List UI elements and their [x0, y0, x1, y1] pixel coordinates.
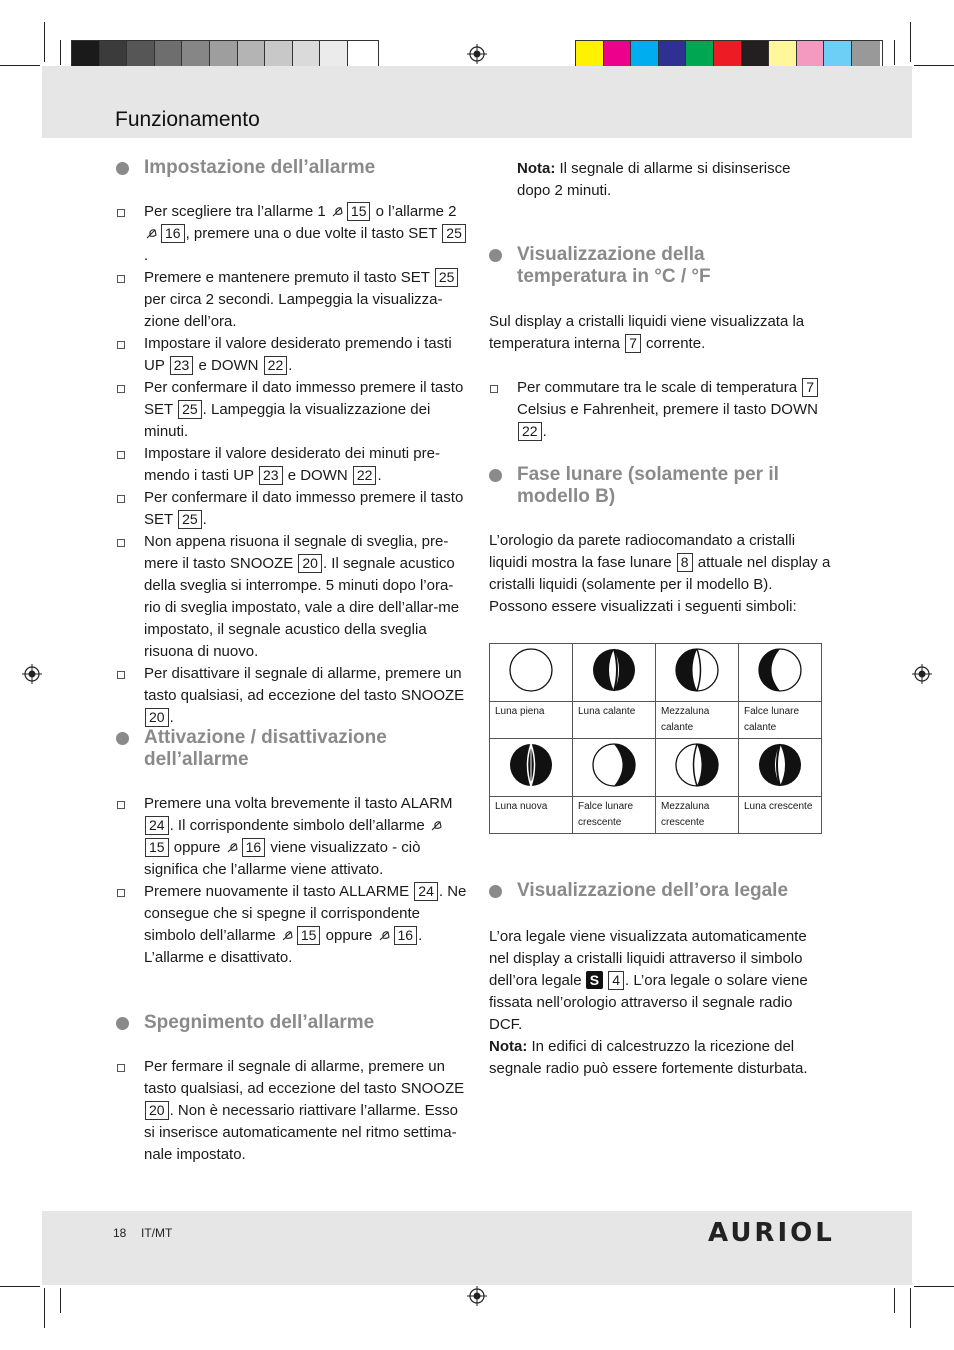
registration-mark-icon	[912, 664, 932, 684]
alarm-bell-icon	[332, 205, 344, 217]
color-swatch	[155, 41, 183, 69]
moon-phase-label: Luna nuova	[490, 797, 573, 834]
text-fragment: corrente.	[641, 335, 706, 352]
text-fragment: .	[202, 511, 207, 528]
heading-temperature	[517, 244, 711, 288]
color-swatch	[100, 41, 128, 69]
ref-number: 25	[178, 400, 202, 419]
moon-icon-cell	[490, 739, 573, 797]
text-fragment: Celsius e Fahrenheit, premere il tasto DOWN	[517, 401, 818, 418]
text-fragment: . Il segnale acustico della sveglia si interrompe. 5 minuti dopo l’ora-rio di sveglia impostato, vale a dire dell’allar-me impostato, il segnale acustico della sveglia risuona di nuovo.	[144, 555, 460, 660]
crop-mark	[914, 1286, 954, 1287]
heading-bullet-icon	[116, 732, 129, 745]
page-language: IT/MT	[141, 1226, 173, 1240]
color-swatch	[127, 41, 155, 69]
text-fragment: . Non è necessario riattivare l’allarme. Esso si inserisce automaticamente nel ritmo settima-nale impostato.	[144, 1102, 459, 1163]
registration-mark-icon	[467, 1286, 487, 1306]
checkbox-bullet-icon	[117, 889, 125, 897]
moon-phase-table	[489, 643, 822, 834]
last-quarter-icon	[674, 647, 720, 693]
color-swatch	[72, 41, 100, 69]
checkbox-bullet-icon	[117, 539, 125, 547]
text-fragment: . L’allarme e disattivato.	[144, 927, 423, 966]
moon-phase-label: Falce lunare crescente	[573, 797, 656, 834]
text-fragment: Sul display a cristalli liquidi viene visualizzata la temperatura interna	[489, 313, 805, 352]
color-swatch	[182, 41, 210, 69]
list-item	[144, 487, 469, 531]
heading-alarm-toggle	[144, 727, 387, 771]
crop-mark	[894, 1288, 895, 1313]
text-fragment: .	[542, 423, 547, 440]
text-fragment: Premere nuovamente il tasto ALLARME	[144, 883, 414, 900]
moon-icon-cell	[656, 739, 739, 797]
moon-phase-label: Falce lunare calante	[739, 702, 822, 739]
checkbox-bullet-icon	[117, 275, 125, 283]
crop-mark	[0, 1286, 40, 1287]
temperature-intro	[489, 311, 829, 355]
ref-number: 15	[145, 838, 169, 857]
new-moon-icon	[508, 742, 554, 788]
alarm-bell-icon	[146, 227, 158, 239]
ref-number: 22	[518, 422, 542, 441]
text-fragment: Per commutare tra le scale di temperatura	[517, 379, 802, 396]
checkbox-bullet-icon	[117, 495, 125, 503]
crop-mark	[0, 65, 40, 66]
checkbox-bullet-icon	[117, 671, 125, 679]
ref-number: 16	[394, 926, 418, 945]
ref-number: 8	[677, 553, 693, 572]
crop-mark	[910, 22, 911, 62]
checkbox-bullet-icon	[117, 209, 125, 217]
waning-crescent-icon	[757, 647, 803, 693]
text-fragment: .	[288, 357, 293, 374]
ref-number: 20	[145, 708, 169, 727]
ref-number: 24	[145, 816, 169, 835]
list-item	[144, 531, 469, 663]
ref-number: 15	[297, 926, 321, 945]
list-item	[144, 793, 469, 881]
ref-number: 23	[170, 356, 194, 375]
list-item	[144, 201, 469, 267]
note-label: Nota:	[517, 160, 556, 177]
registration-mark-icon	[467, 44, 487, 64]
heading-alarm-set	[144, 157, 375, 179]
color-swatch	[797, 41, 825, 69]
text-fragment: Per disattivare il segnale di allarme, premere un tasto qualsiasi, ad eccezione del tasto SNOOZE	[144, 665, 465, 704]
list-item	[144, 1056, 469, 1166]
color-swatch	[604, 41, 632, 69]
crop-mark	[910, 1288, 911, 1328]
ref-number: 22	[264, 356, 288, 375]
color-swatch	[769, 41, 797, 69]
ref-number: 25	[442, 224, 466, 243]
ref-number: 16	[161, 224, 185, 243]
ref-number: 24	[414, 882, 438, 901]
waxing-crescent-icon	[591, 742, 637, 788]
list-item	[144, 663, 469, 729]
text-fragment: e DOWN	[194, 357, 263, 374]
alarm-set-list	[144, 201, 469, 729]
note-text: In edifici di calcestruzzo la ricezione del segnale radio può essere fortemente disturbata.	[489, 1038, 808, 1077]
text-fragment: . Lampeggia la visualizzazione dei minuti.	[144, 401, 431, 440]
text-fragment: e DOWN	[283, 467, 352, 484]
text-fragment: , premere una o due volte il tasto SET	[185, 225, 442, 242]
heading-text: Attivazione / disattivazione	[144, 727, 387, 748]
alarm-bell-icon	[227, 841, 239, 853]
list-item	[517, 377, 842, 443]
crop-mark	[914, 65, 954, 66]
ref-number: 20	[145, 1101, 169, 1120]
text-fragment: Premere e mantenere premuto il tasto SET	[144, 269, 434, 286]
heading-text: Fase lunare (solamente per il	[517, 464, 779, 485]
moon-icon-cell	[573, 644, 656, 702]
color-swatch	[210, 41, 238, 69]
color-swatch	[714, 41, 742, 69]
checkbox-bullet-icon	[117, 801, 125, 809]
waxing-gibbous-icon	[757, 742, 803, 788]
color-swatch	[824, 41, 852, 69]
ref-number: 20	[298, 554, 322, 573]
checkbox-bullet-icon	[117, 451, 125, 459]
page-number: 18	[113, 1226, 127, 1240]
moon-intro	[489, 530, 834, 618]
note-label: Nota:	[489, 1038, 528, 1055]
ref-number: 7	[625, 334, 641, 353]
color-swatch	[659, 41, 687, 69]
moon-phase-label: Luna crescente	[739, 797, 822, 834]
text-fragment: .	[377, 467, 382, 484]
checkbox-bullet-icon	[117, 341, 125, 349]
list-item	[144, 443, 469, 487]
color-swatch	[238, 41, 266, 69]
text-fragment: per circa 2 secondi. Lampeggia la visualizza-zione dell’ora.	[144, 291, 443, 330]
ref-number: 16	[242, 838, 266, 857]
color-swatch	[348, 41, 376, 69]
color-swatch	[631, 41, 659, 69]
heading-text: temperatura in °C / °F	[517, 266, 711, 287]
list-item	[144, 267, 469, 333]
heading-bullet-icon	[489, 249, 502, 262]
text-fragment: L’orologio da parete radiocomandato a cristalli liquidi mostra la fase lunare	[489, 532, 796, 571]
crop-mark	[44, 1288, 45, 1328]
text-fragment: Premere una volta brevemente il tasto ALARM	[144, 795, 453, 812]
crop-mark	[60, 40, 61, 65]
heading-alarm-off	[144, 1012, 374, 1034]
text-fragment: . Il corrispondente simbolo dell’allarme	[169, 817, 429, 834]
text-fragment: .	[144, 247, 149, 264]
text-fragment: viene visualizzato - ciò significa che l’allarme viene attivato.	[144, 839, 421, 878]
text-fragment: oppure	[169, 839, 225, 856]
moon-icon-cell	[739, 739, 822, 797]
text-fragment: o l’allarme 2	[371, 203, 457, 220]
moon-phase-label: Luna calante	[573, 702, 656, 739]
checkbox-bullet-icon	[117, 385, 125, 393]
text-fragment: Per confermare il dato immesso premere il tasto SET	[144, 489, 464, 528]
note-alarm	[517, 158, 827, 202]
color-swatch	[742, 41, 770, 69]
full-moon-icon	[508, 647, 554, 693]
text-fragment: Impostare il valore desiderato premendo i tasti UP	[144, 335, 452, 374]
note-text: Il segnale di allarme si disinserisce dopo 2 minuti.	[517, 160, 791, 199]
checkbox-bullet-icon	[490, 385, 498, 393]
ref-number: 7	[802, 378, 818, 397]
moon-icon-cell	[739, 644, 822, 702]
heading-text: modello B)	[517, 486, 616, 507]
color-swatch	[293, 41, 321, 69]
crop-mark	[44, 22, 45, 62]
moon-icon-cell	[656, 644, 739, 702]
alarm-off-list	[144, 1056, 469, 1166]
list-item	[144, 377, 469, 443]
color-swatch	[265, 41, 293, 69]
moon-icon-cell	[490, 644, 573, 702]
moon-icon-cell	[573, 739, 656, 797]
color-swatch	[320, 41, 348, 69]
heading-bullet-icon	[116, 1017, 129, 1030]
heading-bullet-icon	[489, 469, 502, 482]
ref-number: 23	[259, 466, 283, 485]
heading-text: dell’allarme	[144, 749, 249, 770]
text-fragment: Non appena risuona il segnale di sveglia, pre-mere il tasto SNOOZE	[144, 533, 449, 572]
text-fragment: Per fermare il segnale di allarme, premere un tasto qualsiasi, ad eccezione del tasto SNOOZE	[144, 1058, 465, 1097]
first-quarter-icon	[674, 742, 720, 788]
dst-text: L’ora legale viene visualizzata automaticamente nel display a cristalli liquidi attraverso il simbolo dell’ora legale	[489, 928, 807, 989]
page-title: Funzionamento	[115, 108, 260, 131]
heading-bullet-icon	[489, 885, 502, 898]
dst-text: . L’ora legale o solare viene fissata nell’orologio attraverso il segnale radio DCF.	[489, 972, 808, 1033]
text-fragment: oppure	[321, 927, 377, 944]
color-swatch	[852, 41, 880, 69]
temperature-list	[517, 377, 842, 443]
checkbox-bullet-icon	[117, 1064, 125, 1072]
ref-number: 25	[178, 510, 202, 529]
dst-symbol-icon: S	[586, 971, 603, 989]
alarm-bell-icon	[431, 819, 443, 831]
alarm-toggle-list	[144, 793, 469, 969]
text-fragment: . Ne consegue che si spegne il corrispondente simbolo dell’allarme	[144, 883, 467, 944]
ref-number: 15	[347, 202, 371, 221]
moon-phase-label: Luna piena	[490, 702, 573, 739]
text-fragment: Per scegliere tra l’allarme 1	[144, 203, 330, 220]
text-fragment: Per confermare il dato immesso premere il tasto SET	[144, 379, 464, 418]
moon-phase-label: Mezzaluna calante	[656, 702, 739, 739]
ref-number: 22	[353, 466, 377, 485]
alarm-bell-icon	[379, 929, 391, 941]
brand-logo: AURIOL	[708, 1218, 835, 1248]
moon-phase-label: Mezzaluna crescente	[656, 797, 739, 834]
heading-dst	[517, 880, 788, 902]
dst-paragraph	[489, 926, 829, 1080]
heading-text: Visualizzazione della	[517, 244, 705, 265]
text-fragment: Impostare il valore desiderato dei minuti pre-mendo i tasti UP	[144, 445, 440, 484]
heading-moon-phase	[517, 464, 779, 508]
heading-text: Spegnimento dell’allarme	[144, 1012, 375, 1033]
heading-text: Impostazione dell’allarme	[144, 157, 376, 178]
crop-mark	[894, 40, 895, 65]
heading-bullet-icon	[116, 162, 129, 175]
waning-gibbous-icon	[591, 647, 637, 693]
list-item	[144, 881, 469, 969]
text-fragment: .	[169, 709, 174, 726]
text-fragment: attuale nel display a cristalli liquidi (solamente per il modello B). Possono essere visualizzati i seguenti simboli:	[489, 554, 831, 615]
crop-mark	[60, 1288, 61, 1313]
registration-mark-icon	[22, 664, 42, 684]
color-swatch	[576, 41, 604, 69]
heading-text: Visualizzazione dell’ora legale	[517, 880, 789, 901]
alarm-bell-icon	[282, 929, 294, 941]
ref-number: 25	[435, 268, 459, 287]
list-item	[144, 333, 469, 377]
color-swatch	[686, 41, 714, 69]
ref-number: 4	[608, 971, 624, 990]
